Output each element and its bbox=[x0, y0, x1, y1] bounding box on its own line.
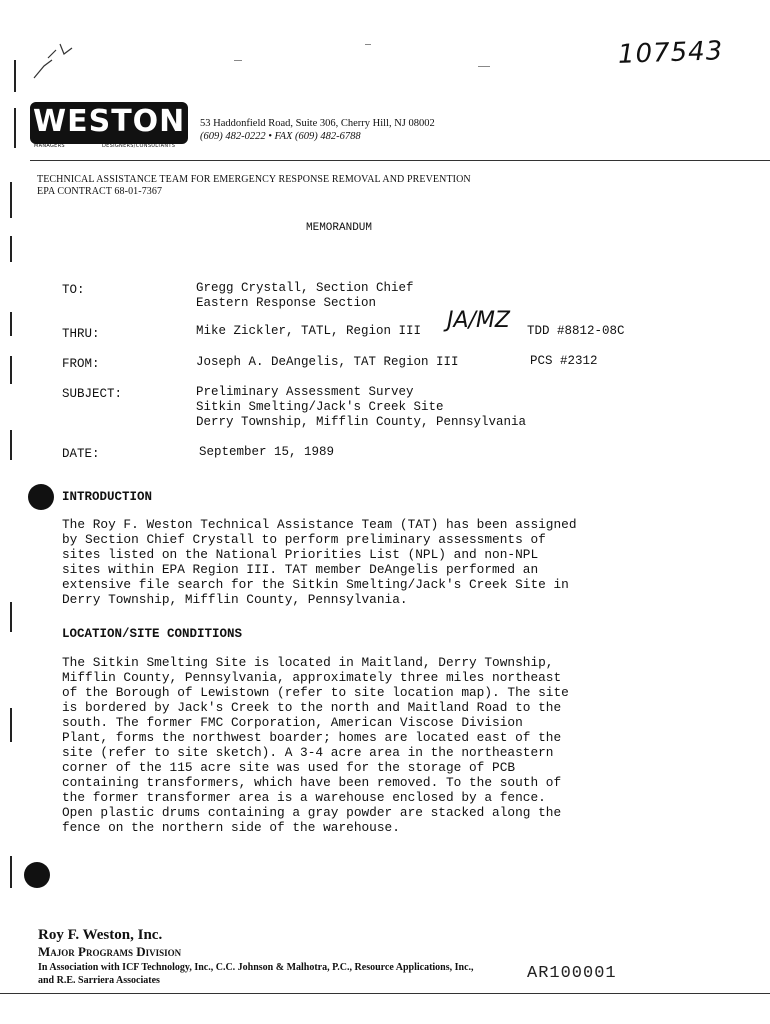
pen-scribble bbox=[30, 38, 90, 88]
paragraph-line: Derry Township, Mifflin County, Pennsylvania. bbox=[62, 592, 408, 607]
association-line: In Association with ICF Technology, Inc., C.C. Johnson & Malhotra, P.C., Resource Applications, Inc., bbox=[38, 962, 474, 973]
location-heading: LOCATION/SITE CONDITIONS bbox=[62, 627, 243, 641]
letterhead-divider bbox=[30, 160, 770, 161]
scan-speck bbox=[478, 66, 490, 67]
letterhead-footer bbox=[38, 927, 474, 987]
logo-tag-right: DESIGNERS/CONSULTANTS bbox=[102, 143, 176, 149]
paragraph-line: The Roy F. Weston Technical Assistance Team (TAT) has been assigned bbox=[62, 517, 577, 532]
paragraph-line: the former transformer area is a warehouse enclosed by a fence. bbox=[62, 790, 546, 805]
scan-edge-mark bbox=[10, 602, 12, 632]
paragraph-line: is bordered by Jack's Creek to the north and Maitland Road to the bbox=[62, 700, 562, 715]
scan-edge-mark bbox=[10, 708, 12, 742]
paragraph-line: of the Borough of Lewistown (refer to site location map). The site bbox=[62, 685, 569, 700]
paragraph-line: Plant, forms the northwest boarder; homes are located east of the bbox=[62, 730, 562, 745]
document-number: 107543 bbox=[617, 36, 724, 70]
paragraph-line: Open plastic drums containing a gray powder are stacked along the bbox=[62, 805, 562, 820]
contract-number: EPA CONTRACT 68-01-7367 bbox=[37, 186, 163, 197]
from-value: Joseph A. DeAngelis, TAT Region III bbox=[196, 355, 459, 369]
scan-edge-mark bbox=[14, 60, 16, 92]
punch-hole bbox=[28, 484, 54, 510]
subject-line2: Sitkin Smelting/Jack's Creek Site bbox=[196, 400, 444, 414]
paragraph-line: The Sitkin Smelting Site is located in Maitland, Derry Township, bbox=[62, 655, 554, 670]
logo-tag-left: MANAGERS bbox=[34, 143, 65, 149]
punch-hole bbox=[24, 862, 50, 888]
scan-speck bbox=[365, 44, 371, 45]
paragraph-line: Mifflin County, Pennsylvania, approximately three miles northeast bbox=[62, 670, 562, 685]
to-line2: Eastern Response Section bbox=[196, 296, 377, 310]
scan-edge-mark bbox=[10, 856, 12, 888]
subject-label: SUBJECT: bbox=[62, 387, 123, 401]
paragraph-line: fence on the northern side of the warehouse. bbox=[62, 820, 400, 835]
scan-edge-mark bbox=[10, 312, 12, 336]
page-bottom-border bbox=[0, 993, 770, 994]
paragraph-line: sites listed on the National Priorities List (NPL) and non-NPL bbox=[62, 547, 539, 562]
from-label: FROM: bbox=[62, 357, 100, 371]
date-label: DATE: bbox=[62, 447, 100, 461]
thru-value: Mike Zickler, TATL, Region III bbox=[196, 324, 422, 338]
scan-edge-mark bbox=[10, 356, 12, 384]
address-line: 53 Haddonfield Road, Suite 306, Cherry Hill, NJ 08002 bbox=[200, 118, 435, 129]
subject-line3: Derry Township, Mifflin County, Pennsylvania bbox=[196, 415, 527, 429]
program-heading bbox=[37, 174, 471, 198]
scan-edge-mark bbox=[14, 108, 16, 148]
intro-paragraph bbox=[62, 517, 654, 607]
location-paragraph bbox=[62, 655, 654, 835]
intro-heading: INTRODUCTION bbox=[62, 490, 153, 504]
subject-line1: Preliminary Assessment Survey bbox=[196, 385, 414, 399]
scan-edge-mark bbox=[10, 430, 12, 460]
association-line: and R.E. Sarriera Associates bbox=[38, 975, 160, 986]
paragraph-line: extensive file search for the Sitkin Smelting/Jack's Creek Site in bbox=[62, 577, 569, 592]
date-value: September 15, 1989 bbox=[199, 445, 335, 459]
paragraph-line: site (refer to site sketch). A 3-4 acre area in the northeastern bbox=[62, 745, 554, 760]
paragraph-line: corner of the 115 acre site was used for the storage of PCB bbox=[62, 760, 516, 775]
weston-logo bbox=[30, 102, 192, 152]
subject-value bbox=[196, 385, 526, 430]
logo-wordmark: WESTON bbox=[30, 102, 188, 144]
paragraph-line: sites within EPA Region III. TAT member DeAngelis performed an bbox=[62, 562, 539, 577]
scan-edge-mark bbox=[10, 236, 12, 262]
memo-title: MEMORANDUM bbox=[306, 222, 373, 234]
program-title: TECHNICAL ASSISTANCE TEAM FOR EMERGENCY RESPONSE REMOVAL AND PREVENTION bbox=[37, 174, 471, 185]
thru-tdd: TDD #8812-08C bbox=[527, 324, 625, 338]
footer-division: Major Programs Division bbox=[38, 944, 182, 959]
phone-fax-line: (609) 482-0222 • FAX (609) 482-6788 bbox=[200, 131, 361, 142]
to-line1: Gregg Crystall, Section Chief bbox=[196, 281, 414, 295]
thru-label: THRU: bbox=[62, 327, 100, 341]
thru-initials: JA/MZ bbox=[447, 308, 511, 333]
from-pcs: PCS #2312 bbox=[530, 354, 598, 368]
scan-edge-mark bbox=[10, 182, 12, 218]
scan-speck bbox=[234, 60, 242, 61]
footer-association bbox=[38, 961, 474, 987]
to-value bbox=[196, 281, 414, 311]
paragraph-line: south. The former FMC Corporation, American Viscose Division bbox=[62, 715, 523, 730]
footer-company: Roy F. Weston, Inc. bbox=[38, 927, 163, 943]
letterhead-address bbox=[200, 117, 435, 143]
to-label: TO: bbox=[62, 283, 85, 297]
paragraph-line: containing transformers, which have been removed. To the south of bbox=[62, 775, 562, 790]
bates-stamp: AR100001 bbox=[527, 964, 617, 983]
paragraph-line: by Section Chief Crystall to perform preliminary assessments of bbox=[62, 532, 546, 547]
